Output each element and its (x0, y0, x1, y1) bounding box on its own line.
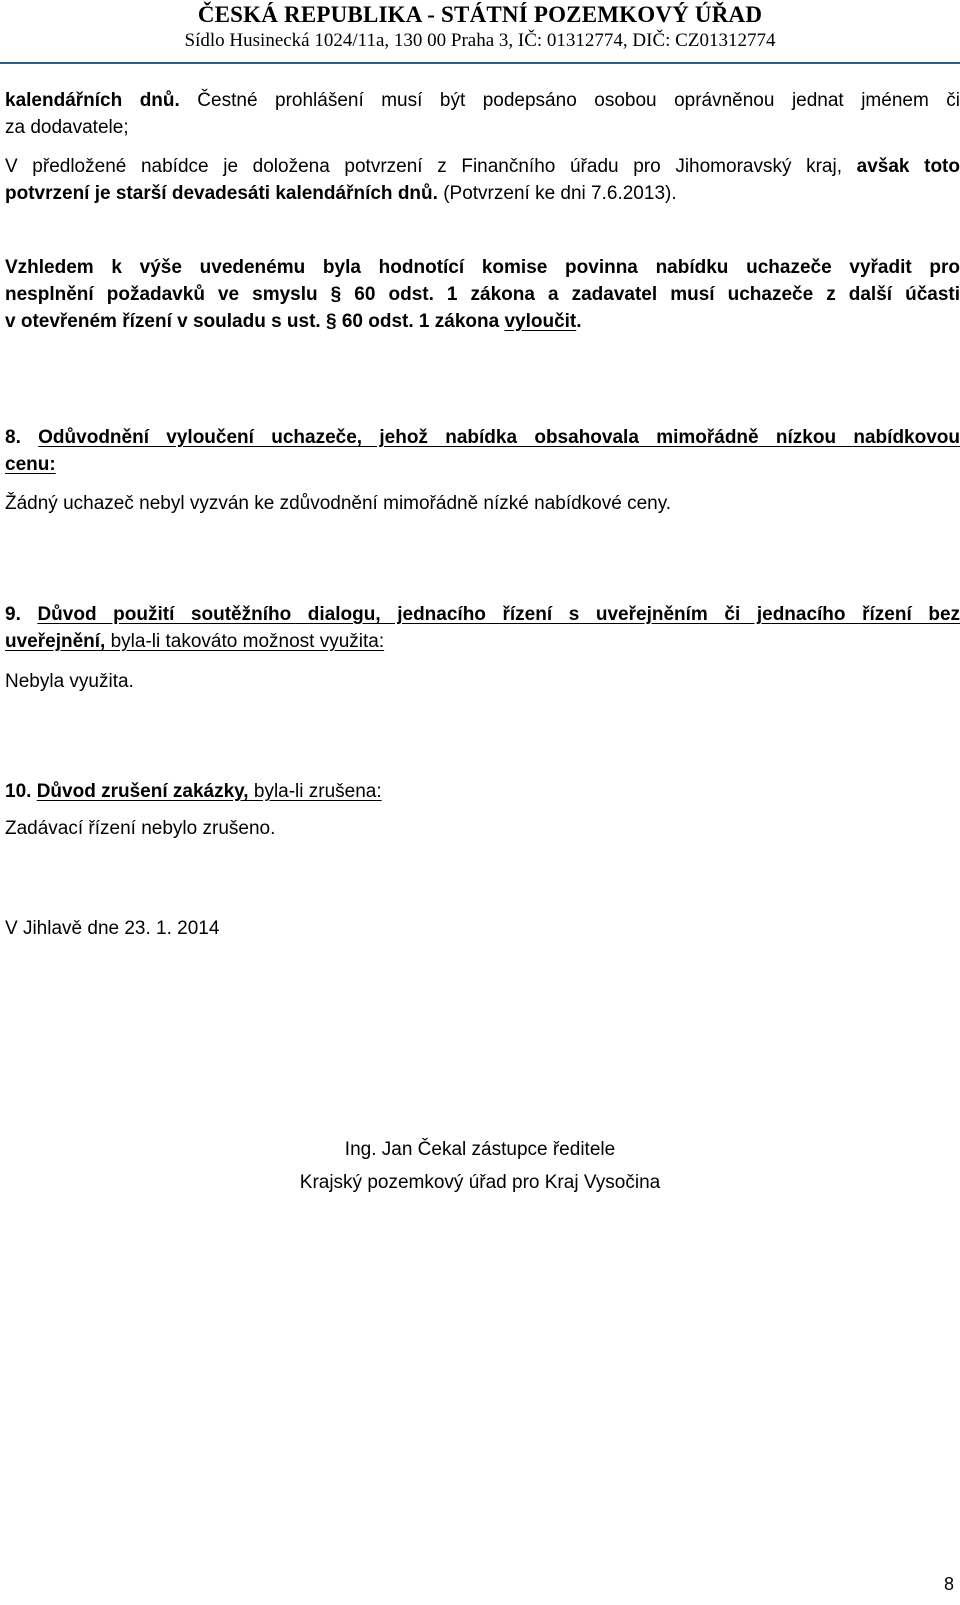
bold-text (5, 454, 56, 475)
paragraph-exclusion (5, 254, 960, 335)
section-9-text: Nebyla využita. (5, 671, 134, 692)
paragraph-line: za dodavatele; (5, 117, 129, 138)
underlined-text: byla-li zrušena: (248, 781, 382, 802)
underlined-text: vyloučit (504, 311, 577, 332)
text: Čestné prohlášení musí být podepsáno osobou oprávněnou jednat jménem či (179, 90, 960, 111)
underlined-text: Odůvodnění vyloučení uchazeče, jehož nabídka obsahovala mimořádně nízkou nabídkovou (38, 427, 960, 448)
section-heading (5, 424, 960, 451)
section-heading (5, 601, 960, 628)
header-address: Sídlo Husinecká 1024/11a, 130 00 Praha 3, IČ: 01312774, DIČ: CZ01312774 (184, 30, 776, 51)
section-8-text: Žádný uchazeč nebyl vyzván ke zdůvodnění mimořádně nízké nabídkové ceny. (5, 493, 672, 514)
section-heading (5, 778, 960, 805)
bold-text: potvrzení je starší devadesáti kalendářních dnů. (5, 183, 438, 204)
signatory-office: Krajský pozemkový úřad pro Kraj Vysočina (299, 1172, 661, 1193)
underlined-text: Důvod zrušení zakázky, (36, 781, 249, 802)
bold-text (37, 604, 960, 625)
text: V předložené nabídce je doložena potvrzení z Finančního úřadu pro Jihomoravský kraj, (5, 156, 842, 177)
section-heading (5, 451, 960, 478)
text: (Potvrzení ke dni 7.6.2013). (443, 183, 677, 204)
section-10 (5, 778, 960, 805)
place-date: V Jihlavě dne 23. 1. 2014 (5, 918, 220, 939)
bold-text (37, 781, 249, 802)
bold-text: Vzhledem k výše uvedenému byla hodnotící komise povinna nabídku uchazeče vyřadit pro (5, 257, 960, 278)
section-number: 10. (5, 781, 37, 802)
underlined-text: uveřejnění, (5, 631, 106, 652)
bold-text: nesplnění požadavků ve smyslu § 60 odst. 1 zákona a zadavatel musí uchazeče z další účasti (5, 284, 960, 305)
section-8 (5, 424, 960, 478)
bold-text: kalendářních dnů. (5, 90, 180, 111)
section-number: 9. (5, 604, 38, 625)
paragraph-line (5, 308, 960, 335)
bold-text: . (576, 311, 582, 332)
section-heading (5, 628, 960, 655)
paragraph-line (5, 180, 960, 207)
paragraph-line (5, 281, 960, 308)
paragraph-tax-certificate (5, 153, 960, 207)
page-number: 8 (943, 1574, 954, 1594)
signatory-name: Ing. Jan Čekal zástupce ředitele (344, 1139, 616, 1160)
bold-text: v otevřeném řízení v souladu s ust. § 60 odst. 1 zákona (5, 311, 505, 332)
header-divider (0, 62, 960, 64)
bold-text (504, 311, 576, 332)
underlined-text: cenu: (5, 454, 56, 475)
header-organization: ČESKÁ REPUBLIKA - STÁTNÍ POZEMKOVÝ ÚŘAD (197, 2, 763, 27)
section-9 (5, 601, 960, 655)
paragraph-line (5, 153, 960, 180)
bold-text (5, 631, 105, 652)
paragraph-declaration (5, 87, 960, 141)
underlined-text: Důvod použití soutěžního dialogu, jednacího řízení s uveřejněním či jednacího řízení bez (37, 604, 960, 625)
paragraph-line (5, 87, 960, 114)
bold-text (38, 427, 960, 448)
signature-block (0, 1133, 960, 1199)
underlined-text: byla-li takováto možnost využita: (105, 631, 385, 652)
section-10-text: Zadávací řízení nebylo zrušeno. (5, 818, 276, 839)
section-number: 8. (5, 427, 39, 448)
bold-text: avšak toto (856, 156, 960, 177)
paragraph-line (5, 254, 960, 281)
